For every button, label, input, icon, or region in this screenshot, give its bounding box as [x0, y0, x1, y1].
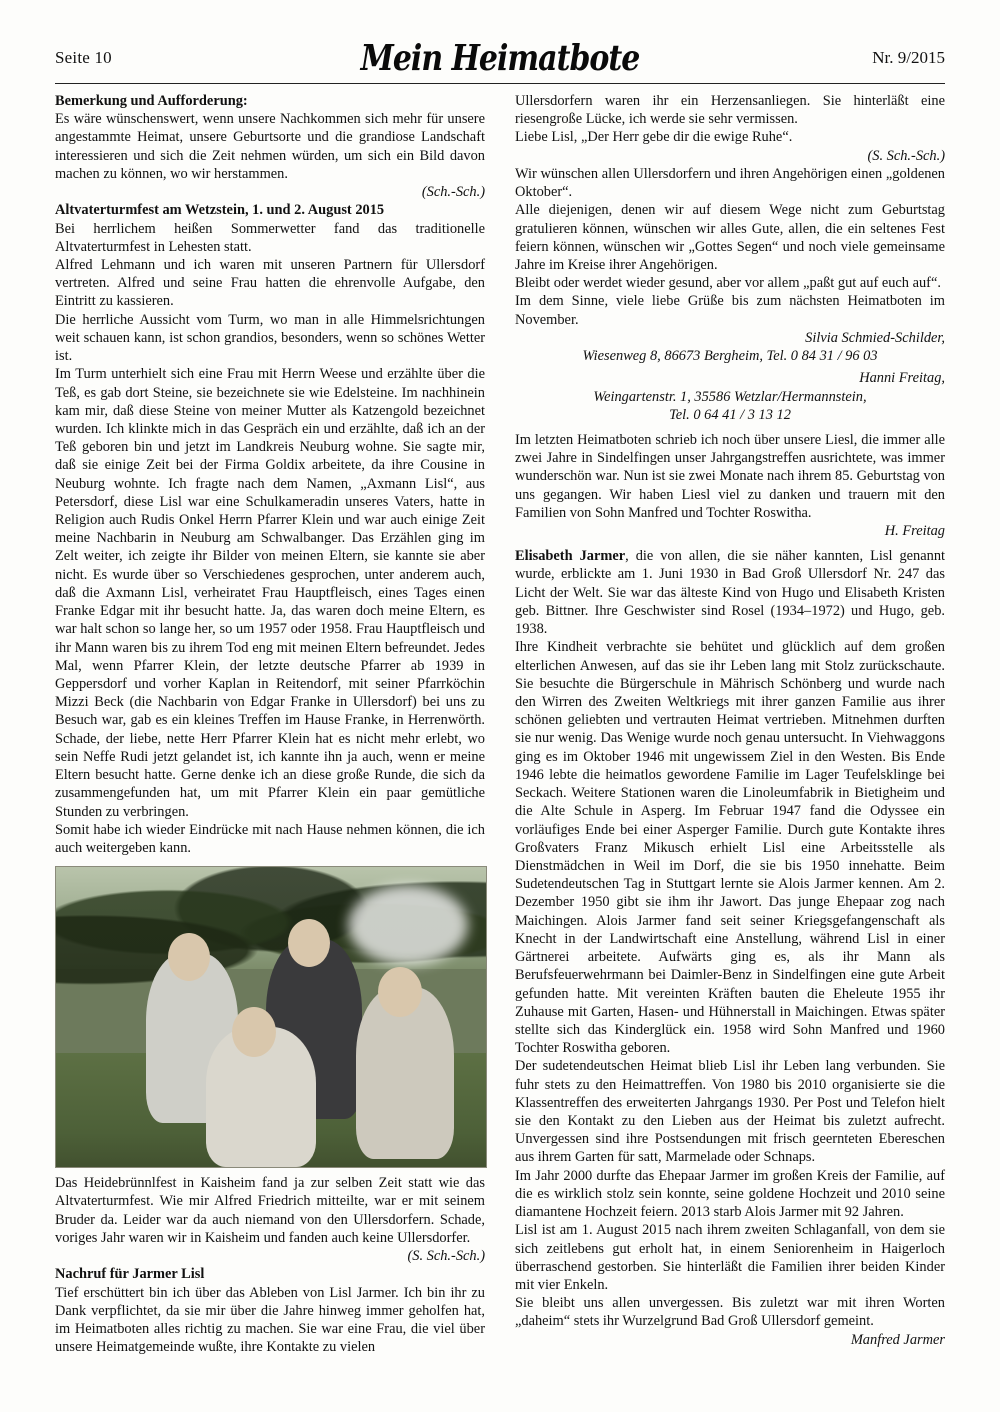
group-photo [55, 866, 487, 1168]
photo-head-3 [378, 967, 422, 1017]
sender-name-2: Hanni Freitag, [859, 370, 945, 387]
paragraph: Im dem Sinne, viele liebe Grüße bis zum nächsten Heimatboten im November. [515, 293, 945, 328]
section-heading-altvaterturmfest: Altvaterturmfest am Wetzstein, 1. und 2. August 2015 [55, 202, 385, 219]
photo-caption: Das Heidebrünnlfest in Kaisheim fand ja zur selben Zeit statt wie das Altvaterturmfest. Wie mir Alfred Friedrich mitteilte, war er mit seinem Bruder da. Leider war da auch niemand von den Ullersdorfern. Schade, voriges Jahr waren wir in Kaisheim und fanden auch keine Ullersdorfer. [55, 1175, 485, 1246]
header-divider [55, 83, 945, 84]
photo-head-4 [232, 1007, 276, 1057]
sender-address-2: Weingartenstr. 1, 35586 Wetzlar/Hermannstein, [593, 388, 867, 405]
obituary-person-name: Elisabeth Jarmer [515, 548, 626, 565]
obituary-lead-rest: , die von allen, die sie näher kannten, Lisl genannt wurde, erblickte am 1. Juni 1930 in Bad Groß Ullersdorf Nr. 247 das Licht der Welt. Sie war das älteste Kind von Hugo und Elisabeth Kristen geb. Bittner. Ihre Geschwister sind Rosel (1934–1972) und Hugo, geb. 1938. [515, 548, 946, 638]
section-heading-bemerkung: Bemerkung und Aufforderung: [55, 93, 248, 109]
paragraph: Wir wünschen allen Ullersdorfern und ihren Angehörigen einen „goldenen Oktober“. [515, 165, 945, 201]
paragraph: Sie bleibt uns allen unvergessen. Bis zuletzt war mit ihren Worten „daheim“ stets ihr Wurzelgrund Bad Groß Ullersdorf gemeint. [515, 1295, 945, 1330]
paragraph: Alle diejenigen, denen wir auf diesem Wege nicht zum Geburtstag gratulieren können, wünschen wir alles Gute, allen, die ein seltenes Fest feiern können, wünschen wir „Gottes Segen“ und noch viele gemeinsame Jahre im Kreise ihrer Angehörigen. [515, 202, 945, 273]
signature: (Sch.-Sch.) [421, 184, 485, 201]
left-column [55, 92, 485, 1356]
sender-address-1: Wiesenweg 8, 86673 Bergheim, Tel. 0 84 31 / 96 03 [582, 348, 878, 365]
sender-phone-2: Tel. 0 64 41 / 3 13 12 [669, 406, 791, 423]
obituary-lead-paragraph [515, 547, 945, 638]
paragraph: Ullersdorfern waren ihr ein Herzensanliegen. Sie hinterläßt eine riesengroße Lücke, ich werde sie sehr vermissen. [515, 93, 945, 128]
paragraph: Im Turm unterhielt sich eine Frau mit Herrn Weese und erzählte über die Teß, es gab dort Steine, sie bezeichnete sie wie Edelsteine. Im nachhinein kam mir, daß diese Steine von meiner Mutter als Katzengold bezeichnet wurden. Ich klinkte mich in das Gespräch ein und erzählte, daß ich an der Teß geboren bin und jetzt im Landkreis Neuburg wohne. Sie sagte mir, daß sie einige Zeit bei der Firma Goldix arbeitete, da ihre Cousine in Neuburg wohnte. Ich fragte nach dem Namen, „Axmann Lisl“, aus Petersdorf, diese Lisl war eine Schulkameradin unseres Vaters, hatte in Religion auch Rudis Onkel Herrn Pfarrer Klein und war auch einige Zeit meine Nachbarin in Neuburg am Schwalbanger. Das Erzählen ging im Zelt weiter, ich zeigte ihr Bilder von meinen Eltern, sie kannte sie aber nicht. Es wurde über so Verschiedenes gesprochen, unter anderem auch, daß die Axmann Lisl, verheiratet Frau Hauptfleisch, eines Tages einen Franke Edgar mit ihr besucht hatte. Ja, das waren doch meine Eltern, es war halt schon so lange her, so um 1957 oder 1958. Frau Hauptfleisch und ihr Mann waren bis zu ihrem Tod eng mit meinen Eltern befreundet. Jedes Mal, wenn Pfarrer Klein, der letzte deutsche Pfarrer ab 1939 in Geppersdorf und vorher Kaplan in Reitendorf, mit seiner Pfarrköchin Mizzi Beck (die Nachbarin von Edgar Franke in Ullersdorf) bei uns zu Besuch war, gab es ein kleines Treffen im Hause Franke, in Herrenwörth. Schade, der liebe, nette Herr Pfarrer Klein hat es nicht mehr erlebt, wo sein Neffe Rudi jetzt gelandet ist, ich kannte ihn ja auch, wenn er meine Eltern besucht hatte. Gerne denke ich an diese große Runde, die sich da zusammengefunden hat, um mit Pfarrer Klein ein paar gemütliche Stunden zu verbringen. [55, 366, 485, 820]
masthead [55, 38, 945, 80]
paragraph: Im Jahr 2000 durfte das Ehepaar Jarmer im großen Kreis der Familie, auf die es wirklich stolz sein konnte, seine goldene Hochzeit und 2010 seine diamantene Hochzeit feiern. 2013 starb Alois Jarmer mit 92 Jahren. [515, 1167, 945, 1221]
paragraph: Alfred Lehmann und ich waren mit unseren Partnern für Ullersdorf vertreten. Alfred und seine Frau hatten die ehrenvolle Aufgabe, den Eintritt zu kassieren. [55, 256, 485, 310]
photo-highlight [348, 885, 468, 965]
section-heading-nachruf: Nachruf für Jarmer Lisl [55, 1266, 205, 1283]
paragraph: Bei herrlichem heißen Sommerwetter fand das traditionelle Altvaterturmfest in Lehesten statt. [55, 220, 485, 255]
paragraph: Lisl ist am 1. August 2015 nach ihrem zweiten Schlaganfall, von dem sie sich zeitlebens gut erholt hat, in einem Seniorenheim in Haigerloch überraschend gestorben. Sie hinterläßt die Familien ihrer beiden Kinder mit vier Enkeln. [515, 1222, 945, 1293]
paragraph: Tief erschüttert bin ich über das Ableben von Lisl Jarmer. Ich bin ihr zu Dank verpflichtet, da sie mir über die Jahre hinweg immer geholfen hat, im Heimatboten alles richtig zu machen. Sie war eine Frau, die viel über unsere Heimatgemeinde wußte, ihre Kontakte zu vielen [55, 1284, 485, 1356]
paragraph: Der sudetendeutschen Heimat blieb Lisl ihr Leben lang verbunden. Sie fuhr stets zu den Heimattreffen. Von 1980 bis 2010 organisierte sie die Klassentreffen des erweiterten Jahrgangs 1930. Per Post und Telefon hielt sie den Kontakt zu den Lieben aus der Heimat bis zuletzt aufrecht. Unvergessen sind ihre Postsendungen mit frisch geernteten Ebereschen aus ihrem Garten für satt, Marmelade oder Schnaps. [515, 1058, 945, 1166]
page-number: Seite 10 [55, 48, 112, 67]
memorial-signature: H. Freitag [884, 523, 945, 540]
paragraph: Ihre Kindheit verbrachte sie behütet und glücklich auf dem großen elterlichen Anwesen, auf das sie ihr Leben lang mit Stolz zurückschaute. Sie besuchte die Bürgerschule in Mährisch Schönberg und wurde nach den Wirren des Zweiten Weltkriegs mit ihrer ganzen Familie aus ihrer schönen geliebten und vertrauten Heimat vertrieben. Mitnehmen durften sie nur wenig. Das Wenige wurde noch genau untersucht. In Viehwaggons ging es im Oktober 1946 mit ungewissem Ziel in den Westen. Bis Ende 1946 lebte die heimatlos gewordene Familie im Lager Teufelsklinge bei Seckach. Weitere Stationen waren die Linoleumfabrik in Bietigheim und die Alte Schule in Asperg. Im Februar 1947 fand die Odyssee ein vorläufiges Ende bei einer Asperger Familie. Durch gute Kontakte ihres Großvaters Franz Mikusch erhielt Lisl eine Arbeitsstelle als Dienstmädchen in Weil im Dorf, die sie bis 1950 innehatte. Beim Sudetendeutschen Tag in Stuttgart lernte sie Alois Jarmer kennen. Am 2. Dezember 1950 gibt sie ihm ihr Jawort. Das junge Ehepaar zog nach Maichingen. Alois Jarmer fand seit seiner Kriegsgefangenschaft als Knecht in der Landwirtschaft eine Anstellung, während Lisl in einer Gärtnerei arbeitete. Aufwärts ging es, als ihr Mann als Berufsfeuerwehrmann bei Daimler-Benz in Sindelfingen eine gute Arbeit gefunden hatte. Mit vereinten Kräften bauten die Eheleute 1955 ihr Zuhause mit Garten, Hasen- und Hühnerstall in Maichingen. Etwas später stellte sich das Kinderglück ein. 1958 wird Sohn Manfred und 1960 Tochter Roswitha geboren. [515, 639, 945, 1057]
photo-head-1 [168, 933, 210, 981]
paragraph: Es wäre wünschenswert, wenn unsere Nachkommen sich mehr für unsere angestammte Heimat, unsere Geburtsorte und die grandiose Landschaft interessieren und sich die Zeit nehmen würden, um sich ein Bild davon machen zu können, wo wir herstammen. [55, 111, 485, 182]
sender-name-1: Silvia Schmied-Schilder, [805, 329, 945, 346]
issue-number: Nr. 9/2015 [872, 48, 945, 67]
photo-figure [55, 866, 485, 1168]
paragraph: Bleibt oder werdet wieder gesund, aber vor allem „paßt gut auf euch auf“. [515, 275, 941, 292]
signature: (S. Sch.-Sch.) [867, 147, 945, 164]
obituary-signature: Manfred Jarmer [850, 1331, 945, 1348]
memorial-paragraph: Im letzten Heimatboten schrieb ich noch über unsere Liesl, die immer alle zwei Jahre in Sindelfingen unser Jahrgangstreffen ausrichtete, was immer wunderschön war. Nun ist sie zwei Monate nach ihrem 85. Geburtstag von uns gegangen. Wir haben Liesl viel zu danken und trauern mit den Familien von Sohn Manfred und Tochter Roswitha. [515, 431, 945, 521]
photo-caption-signature: (S. Sch.-Sch.) [407, 1248, 485, 1265]
photo-head-2 [288, 919, 330, 967]
newspaper-title: Mein Heimatbote [360, 38, 640, 80]
paragraph: Die herrliche Aussicht vom Turm, wo man in alle Himmelsrichtungen weit schauen kann, ist schon grandios, besonders, wenn so schönes Wetter ist. [55, 311, 485, 365]
paragraph: Somit habe ich wieder Eindrücke mit nach Hause nehmen können, die ich auch weitergeben kann. [55, 821, 485, 856]
right-column [515, 92, 945, 1349]
paragraph: Liebe Lisl, „Der Herr gebe dir die ewige Ruhe“. [515, 129, 793, 146]
